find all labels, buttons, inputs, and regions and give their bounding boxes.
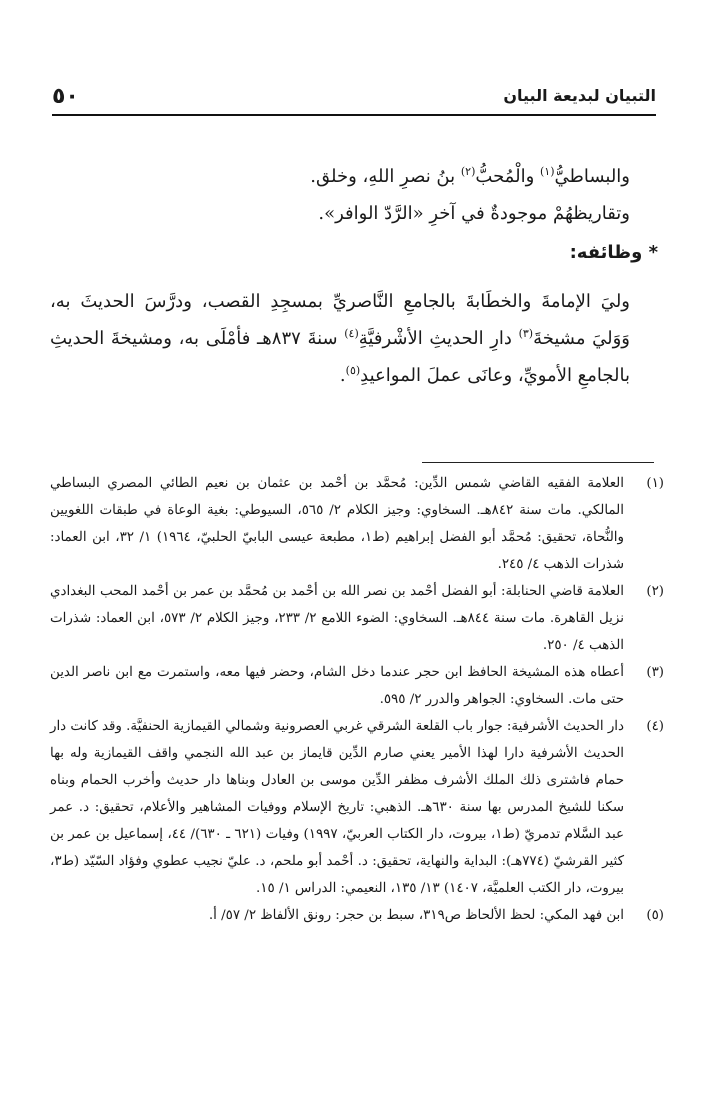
footnote: [50, 578, 664, 659]
footnote-separator: [422, 462, 654, 463]
footnote-number: (٤): [646, 719, 664, 734]
footnote-ref-3[interactable]: (٣): [518, 327, 534, 340]
running-title: التبيان لبديعة البيان: [503, 86, 656, 105]
duties-text-b: دارِ الحديثِ الأشْرفيَّةِ: [358, 328, 519, 349]
footnote-ref-4[interactable]: (٤): [344, 327, 359, 340]
duties-text-c: سنةَ ٨٣٧هـ فأمْلَى به، ومشيخةَ الحديثِ بالجامعِ الأمويِّ، وعانَى عملَ المواعيدِ: [50, 328, 630, 386]
page-header: [52, 80, 656, 116]
paragraph-endorsements: وتقاريظهُمْ موجودةٌ في آخرِ «الرَّدّ الوافر».: [318, 203, 630, 224]
paragraph-duties: [50, 283, 658, 394]
footnote: [50, 659, 664, 713]
footnote-ref-1[interactable]: (١): [540, 165, 555, 178]
text-muhibb: والْمُحبُّ: [475, 166, 540, 187]
main-text: [50, 158, 658, 394]
footnote-number: (٣): [646, 665, 664, 680]
footnote-ref-2[interactable]: (٢): [460, 165, 476, 178]
footnote-text: العلامة قاضي الحنابلة: أبو الفضل أحْمد بن نصر الله بن أحْمد بن مُحمَّد بن عمر بن أحْمد المحب البغدادي نزيل القاهرة. مات سنة ٨٤٤هـ. السخاوي: الضوء اللامع ٢/ ٢٣٣، وجيز الكلام ٢/ ٥٧٣، ابن العماد: شذرات الذهب ٤/ ٢٥٠.: [50, 584, 624, 653]
section-heading-duties: * وظائفه:: [569, 242, 658, 263]
footnote-text: أعطاه هذه المشيخة الحافظ ابن حجر عندما دخل الشام، وحضر فيها معه، واستمرت مع ابن ناصر الدين حتى مات. السخاوي: الجواهر والدرر ٢/ ٥٩٥.: [50, 665, 624, 707]
footnote-text: العلامة الفقيه القاضي شمس الدِّين: مُحمَّد بن أحْمد بن عثمان بن نعيم الطائي المصري البساطي المالكي. مات سنة ٨٤٢هـ. السخاوي: وجيز الكلام ٢/ ٥٦٥، السيوطي: بغية الوعاة في طبقات اللغويين والنُّحاة، تحقيق: مُحمَّد أبو الفضل إبراهيم (ط١، مطبعة عيسى البابيّ الحلبيّ، ١٩٦٤) ١/ ٣٢، ابن العماد: شذرات الذهب ٤/ ٢٤٥.: [50, 476, 624, 572]
footnote-number: (٥): [646, 908, 664, 923]
footnote-ref-5[interactable]: (٥): [345, 364, 361, 377]
footnote-text: ابن فهد المكي: لحظ الألحاظ ص٣١٩، سبط بن حجر: رونق الألفاظ ٢/ ٥٧/ أ.: [208, 908, 624, 923]
footnote-text: دار الحديث الأشرفية: جوار باب القلعة الشرقي غربي العصرونية وشمالي القيمازية الحنفيَّة. وقد كانت دار الحديث الأشرفية دارا لهذا الأمير يعني صارم الدِّين قايماز بن عبد الله النجمي واقف القيمازية وله بها حمام فاشترى ذلك الملك الأشرف مظفر الدِّين موسى بن العادل وبناها دار حديث وأخرب الحمام وبناه سكنا للشيخ المدرس بها سنة ٦٣٠هـ. الذهبي: تاريخ الإسلام ووفيات المشاهير والأعلام، تحقيق: د. عمر عبد السَّلام تدمريّ (ط١، بيروت، دار الكتاب العربيّ، ١٩٩٧) وفيات (٦٢١ ـ ٦٣٠)/ ٤٤، إسماعيل بن عمر بن كثير القرشيّ (٧٧٤هـ): البداية والنهاية، تحقيق: د. أحْمد أبو ملحم، د. عليّ نجيب عطوي وفؤاد السّيّد (ط٣، بيروت، دار الكتب العلميَّة، ١٤٠٧) ١٣/ ١٣٥، النعيمي: الدراس ١/ ١٥.: [50, 719, 624, 896]
footnotes: [50, 470, 664, 929]
duties-text-d: .: [339, 365, 346, 386]
page-number: ٥٠: [52, 84, 79, 109]
text-bisati: والبساطيُّ: [554, 166, 630, 187]
footnote: [50, 470, 664, 578]
text-nasrallah: بنُ نصرِ اللهِ، وخلق.: [310, 166, 461, 187]
footnote-number: (١): [646, 476, 664, 491]
footnote: [50, 713, 664, 902]
footnote: [50, 902, 664, 929]
paragraph-names: [50, 158, 658, 195]
footnote-number: (٢): [646, 584, 664, 599]
duties-text-a: وليَ الإمامةَ والخطَابةَ بالجامعِ النَّاصريِّ بمسجِدِ القصب، ودرَّسَ الحديثَ به، وَوَليَ مشيخةَ: [50, 291, 630, 349]
